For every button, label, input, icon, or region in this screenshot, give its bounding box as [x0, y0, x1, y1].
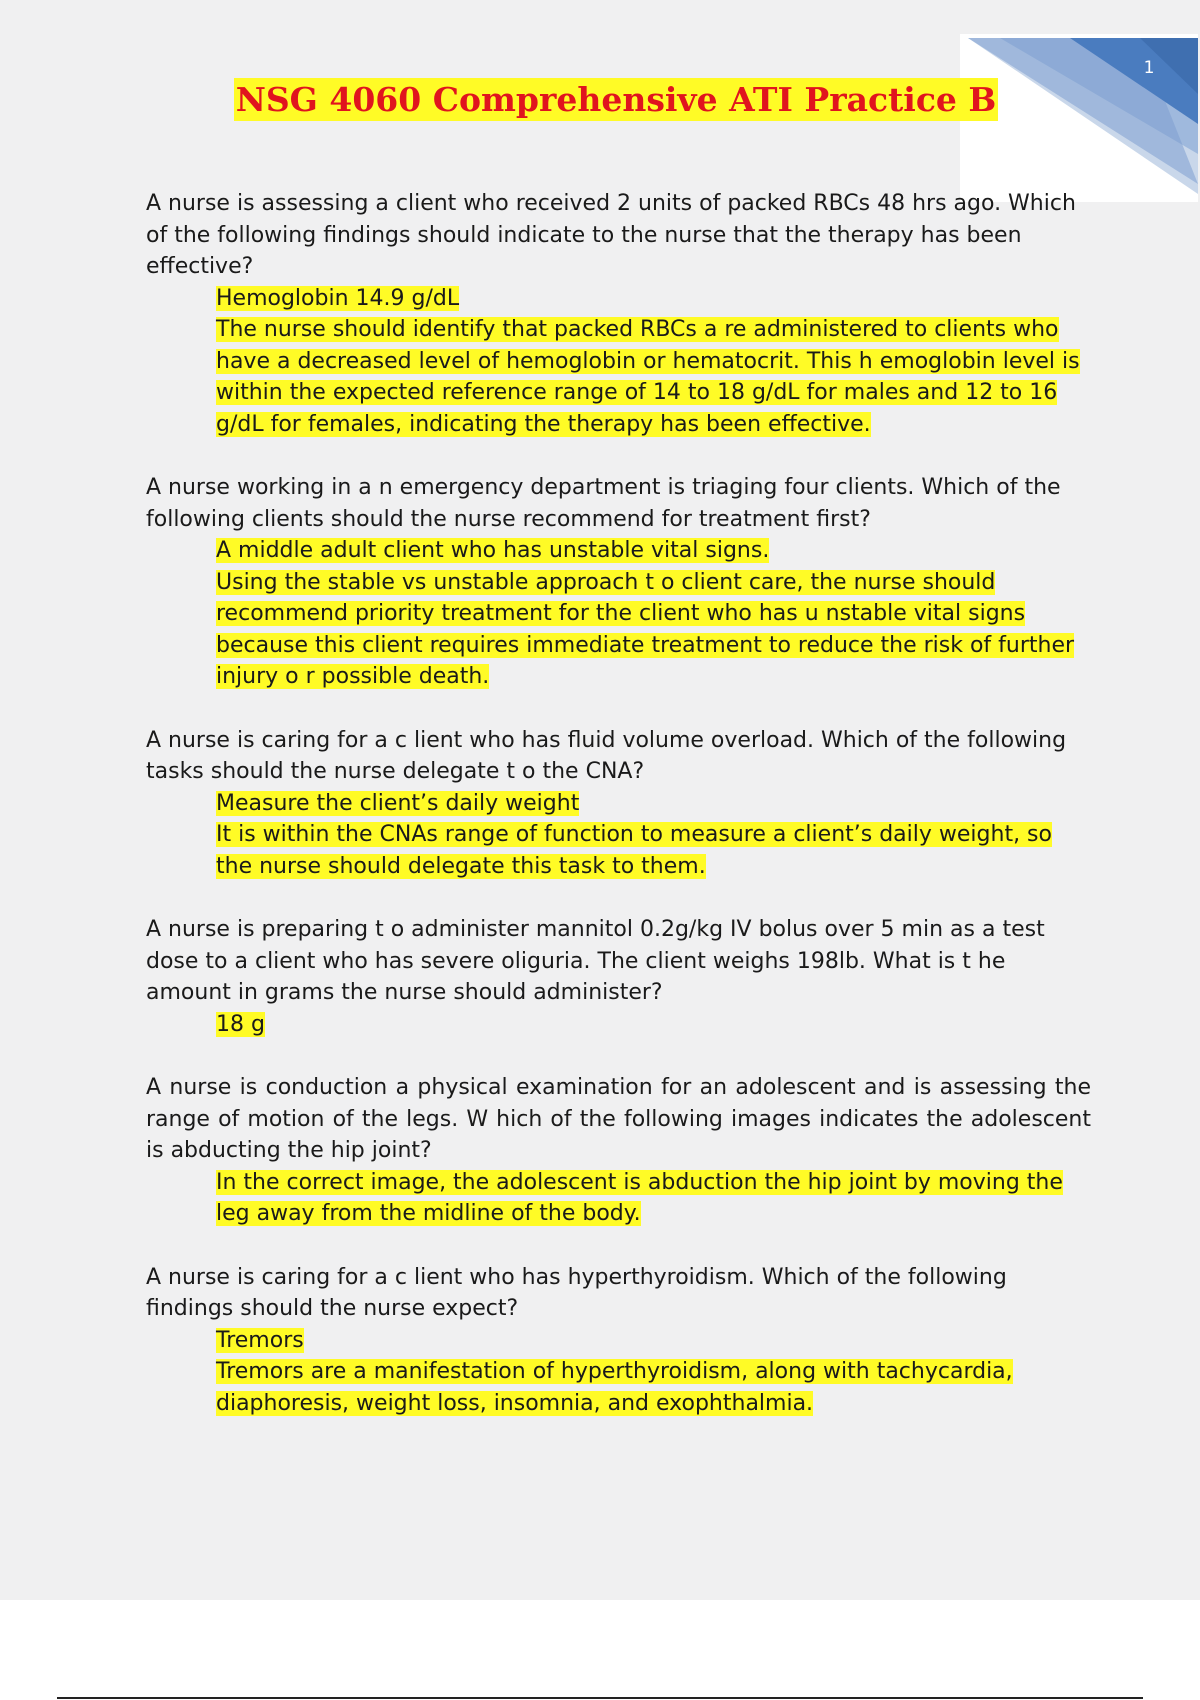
answer-block	[216, 1325, 1091, 1420]
question-block-3	[146, 725, 1091, 883]
question-text: A nurse is assessing a client who received 2 units of packed RBCs 48 hrs ago. Which of the following findings should indicate to the nurse that the therapy has been effective?	[146, 191, 1076, 279]
rationale-text: The nurse should identify that packed RBCs a re administered to clients who have a decreased level of hemoglobin or hematocrit. This h emoglobin level is within the expected reference range of 14 to 18 g/dL for males and 12 to 16 g/dL for females, indicating the therapy has been effective.	[216, 317, 1080, 437]
document-body	[146, 188, 1091, 1451]
answer-text: A middle adult client who has unstable vital signs.	[216, 538, 770, 563]
question-block-4	[146, 914, 1091, 1040]
answer-block	[216, 283, 1091, 441]
question-text: A nurse working in a n emergency department is triaging four clients. Which of the following clients should the nurse recommend for treatment first?	[146, 475, 1061, 532]
question-block-2	[146, 472, 1091, 693]
rationale-text: Using the stable vs unstable approach t o client care, the nurse should recommend priority treatment for the client who has u nstable vital signs because this client requires immediate treatment to reduce the risk of further injury o r possible death.	[216, 569, 1075, 689]
rationale-text: In the correct image, the adolescent is abduction the hip joint by moving the leg away from the midline of the body.	[216, 1169, 1063, 1226]
question-text: A nurse is preparing t o administer mannitol 0.2g/kg IV bolus over 5 min as a test dose to a client who has severe oliguria. The client weighs 198lb. What is t he amount in grams the nurse should administer?	[146, 917, 1045, 1005]
answer-text: Tremors	[216, 1327, 304, 1353]
answer-text: 18 g	[216, 1011, 265, 1037]
question-text: A nurse is caring for a c lient who has fluid volume overload. Which of the following tasks should the nurse delegate t o the CNA?	[146, 727, 1067, 784]
answer-block	[216, 1167, 1091, 1230]
question-block-1	[146, 188, 1091, 440]
document-title-text: NSG 4060 Comprehensive ATI Practice B	[235, 80, 997, 119]
document-title	[0, 80, 1200, 119]
answer-block	[216, 535, 1091, 693]
answer-text: Measure the client’s daily weight	[216, 790, 580, 816]
rationale-text: Tremors are a manifestation of hyperthyroidism, along with tachycardia, diaphoresis, weight loss, insomnia, and exophthalmia.	[216, 1359, 1013, 1416]
rationale-text: It is within the CNAs range of function to measure a client’s daily weight, so the nurse should delegate this task to them.	[216, 822, 1052, 879]
answer-block	[216, 788, 1091, 883]
page-number: 1	[1143, 58, 1155, 78]
question-text: A nurse is conduction a physical examination for an adolescent and is assessing the range of motion of the legs. W hich of the following images indicates the adolescent is abducting the hip joint?	[146, 1075, 1091, 1163]
question-block-6	[146, 1262, 1091, 1420]
answer-text: Hemoglobin 14.9 g/dL	[216, 285, 460, 311]
question-text: A nurse is caring for a c lient who has hyperthyroidism. Which of the following findings should the nurse expect?	[146, 1264, 1007, 1321]
answer-block	[216, 1009, 1091, 1041]
question-block-5	[146, 1072, 1091, 1230]
footer-rule	[57, 1697, 1143, 1699]
